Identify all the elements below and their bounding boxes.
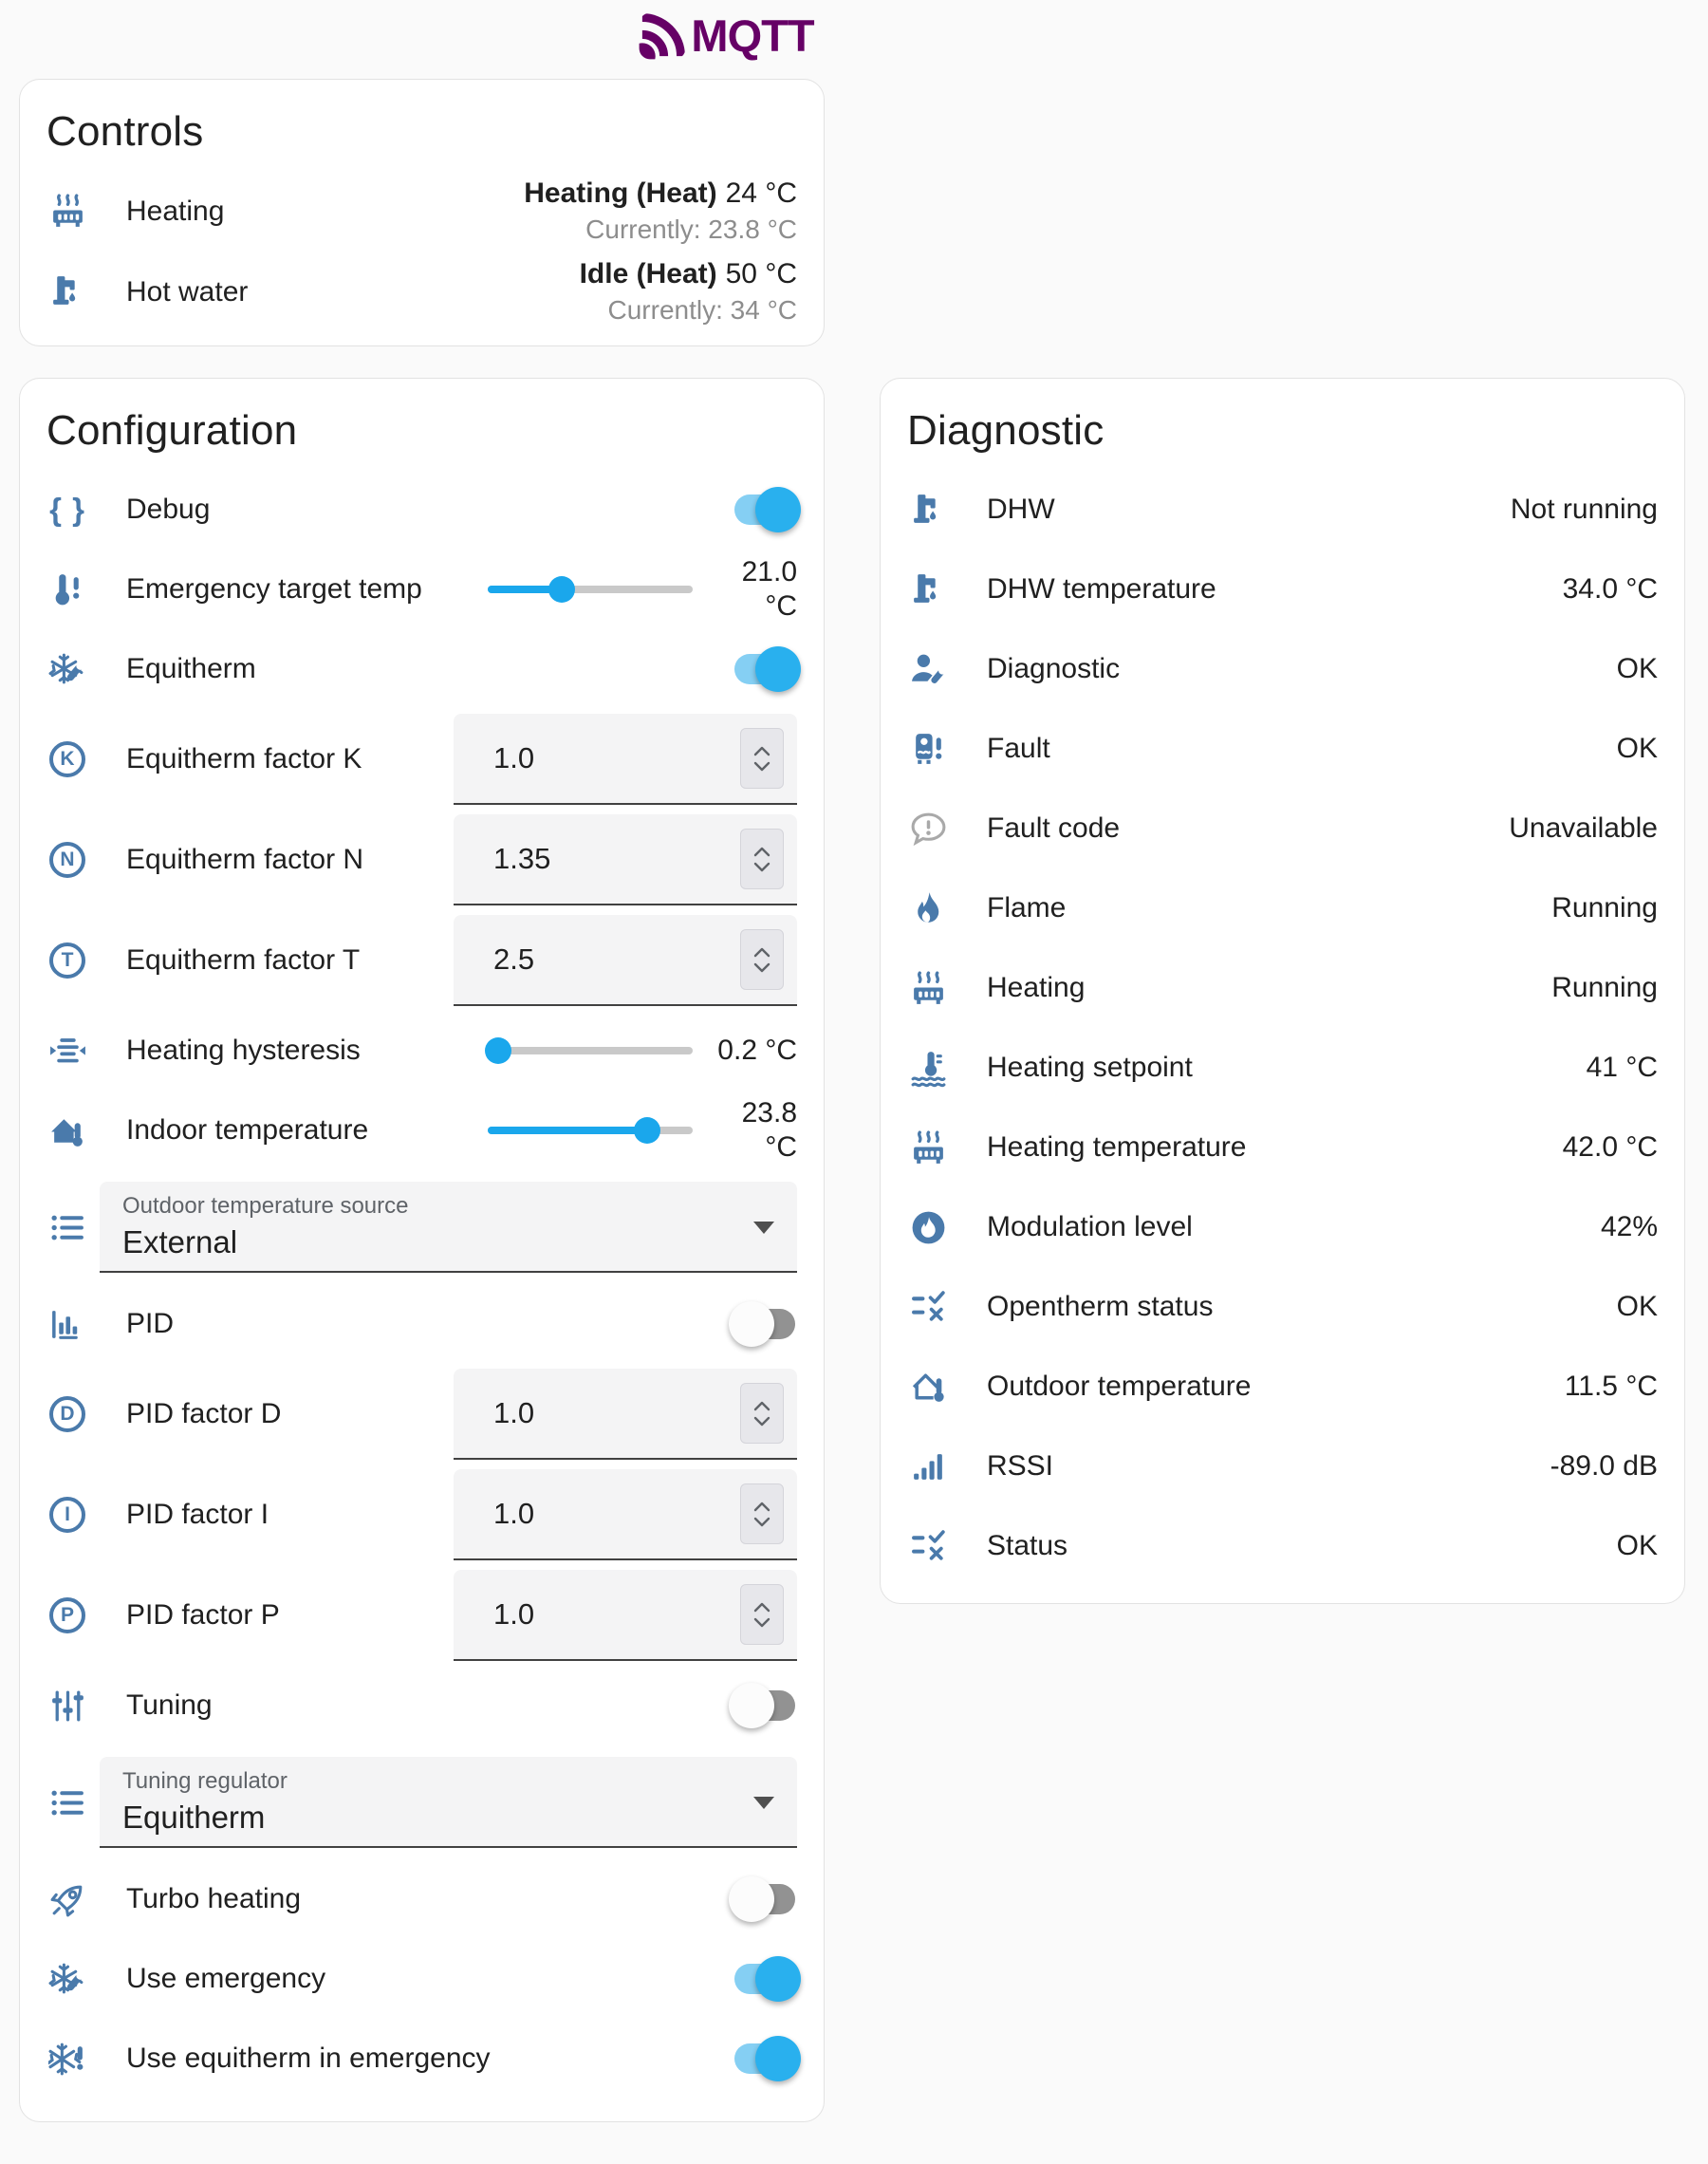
diagnostic-row-heating-temperature [881, 1108, 1684, 1187]
row-label: Equitherm [126, 653, 256, 684]
row-label: PID [126, 1308, 175, 1339]
config-row-equitherm-factor-t [20, 910, 824, 1011]
row-label: Fault code [987, 812, 1121, 844]
number-input-pid-factor-d[interactable] [454, 1369, 797, 1460]
control-row-hot-water [20, 252, 824, 332]
row-label: Use equitherm in emergency [126, 2043, 491, 2074]
radiator-icon [46, 192, 88, 231]
slider-value [696, 1034, 797, 1068]
toggle-tuning[interactable] [734, 1682, 797, 1729]
number-input-equitherm-factor-t[interactable] [454, 915, 797, 1006]
config-row-tuning-regulator [20, 1745, 824, 1859]
row-label: Equitherm factor T [126, 944, 361, 976]
diagnostic-row-fault [881, 709, 1684, 789]
number-value: 1.0 [493, 1597, 535, 1631]
faucet-drip-icon [907, 570, 949, 609]
header [19, 0, 1685, 79]
arrows-to-line-icon [46, 1032, 88, 1071]
thermometer-water-icon [907, 1049, 949, 1088]
config-row-equitherm-factor-k [20, 709, 824, 810]
state-line [580, 257, 797, 292]
controls-title: Controls [46, 108, 204, 155]
config-row-pid-factor-p [20, 1565, 824, 1666]
config-row-pid-factor-d [20, 1364, 824, 1464]
row-value: 42.0 °C [1562, 1131, 1658, 1163]
toggle-use-emergency[interactable] [734, 1955, 797, 2003]
row-value: 41 °C [1586, 1052, 1658, 1083]
row-label: Heating setpoint [987, 1052, 1193, 1083]
circle-i-icon: I [46, 1497, 88, 1533]
diagnostic-row-heating-setpoint [881, 1028, 1684, 1108]
config-row-outdoor-temperature-source [20, 1170, 824, 1284]
row-value: 42% [1600, 1211, 1658, 1242]
diagnostic-title: Diagnostic [907, 407, 1105, 454]
select-value: Equitherm [122, 1799, 266, 1835]
slider-value-line: °C [765, 590, 797, 622]
user-wrench-icon [907, 650, 949, 689]
row-value: Unavailable [1509, 812, 1658, 844]
configuration-rows [20, 470, 824, 2099]
slider-block [488, 1034, 797, 1068]
select-outdoor-temperature-source[interactable] [100, 1182, 797, 1273]
diagnostic-row-outdoor-temperature [881, 1347, 1684, 1427]
fire-circle-icon [907, 1208, 949, 1247]
list-check-icon [907, 1288, 949, 1327]
slider-value [696, 555, 797, 624]
radiator-icon [907, 969, 949, 1008]
controls-card [19, 79, 825, 346]
row-label: DHW [987, 494, 1055, 525]
config-row-equitherm [20, 629, 824, 709]
control-state-block [524, 177, 797, 247]
diagnostic-card [880, 378, 1685, 1604]
row-value: OK [1616, 653, 1658, 684]
dropdown-caret-icon [753, 1797, 774, 1809]
row-label: Fault [987, 733, 1050, 764]
config-row-indoor-temperature [20, 1091, 824, 1170]
circle-p-icon: P [46, 1597, 88, 1633]
number-input-equitherm-factor-k[interactable] [454, 714, 797, 805]
row-label: Indoor temperature [126, 1114, 369, 1146]
number-input-equitherm-factor-n[interactable] [454, 814, 797, 905]
row-label: PID factor P [126, 1599, 280, 1631]
toggle-turbo-heating[interactable] [734, 1875, 797, 1923]
config-row-equitherm-factor-n [20, 810, 824, 910]
faucet-drip-icon [46, 272, 88, 311]
snowflake-wrench-icon [46, 650, 88, 689]
row-label: RSSI [987, 1450, 1054, 1482]
snowflake-wrench-icon [46, 1960, 88, 1999]
row-value: -89.0 dB [1550, 1450, 1658, 1482]
state-mode: Idle (Heat) [579, 257, 717, 289]
state-line [524, 177, 797, 212]
row-value: 11.5 °C [1564, 1371, 1658, 1402]
row-label: Flame [987, 892, 1067, 923]
select-tuning-regulator[interactable] [100, 1757, 797, 1848]
list-icon [46, 1783, 88, 1822]
row-label: Tuning [126, 1689, 213, 1721]
diagnostic-row-dhw-temperature [881, 550, 1684, 629]
row-label: Opentherm status [987, 1291, 1214, 1322]
config-row-turbo-heating [20, 1859, 824, 1939]
dropdown-caret-icon [753, 1222, 774, 1234]
diagnostic-row-flame [881, 868, 1684, 948]
number-value: 1.0 [493, 741, 535, 774]
cards-columns [19, 378, 1685, 2122]
toggle-pid[interactable] [734, 1300, 797, 1348]
diagnostic-row-heating [881, 948, 1684, 1028]
row-label: Heating [987, 972, 1086, 1003]
diagnostic-row-fault-code [881, 789, 1684, 868]
row-label: Equitherm factor N [126, 844, 364, 875]
row-value: OK [1616, 733, 1658, 764]
number-stepper[interactable] [740, 1383, 784, 1444]
list-check-icon [907, 1527, 949, 1566]
config-row-pid-factor-i [20, 1464, 824, 1565]
number-value: 2.5 [493, 942, 535, 976]
row-label: Heating [126, 195, 225, 227]
slider-indoor-temperature[interactable] [488, 1116, 693, 1145]
diagnostic-row-diagnostic [881, 629, 1684, 709]
diagnostic-row-rssi [881, 1427, 1684, 1506]
row-label: PID factor I [126, 1499, 269, 1530]
toggle-equitherm[interactable] [734, 645, 797, 693]
state-value: 24 °C [725, 177, 797, 209]
circle-k-icon: K [46, 741, 88, 777]
slider-block [488, 1096, 797, 1165]
row-label: Debug [126, 494, 211, 525]
code-braces-icon: { } [49, 492, 85, 527]
list-icon [46, 1208, 88, 1247]
state-value: 50 °C [725, 257, 797, 289]
rocket-icon [46, 1880, 88, 1919]
diagnostic-row-opentherm-status [881, 1267, 1684, 1347]
flame-icon [907, 889, 949, 928]
controls-rows [20, 171, 824, 332]
signal-bars-icon [907, 1447, 949, 1486]
row-value: OK [1616, 1530, 1658, 1561]
diagnostic-row-dhw [881, 470, 1684, 550]
config-row-use-equitherm-in-emergency [20, 2019, 824, 2099]
number-value: 1.0 [493, 1497, 535, 1530]
configuration-title: Configuration [46, 407, 298, 454]
config-row-use-emergency [20, 1939, 824, 2019]
row-label: Heating temperature [987, 1131, 1247, 1163]
row-value: 34.0 °C [1562, 573, 1658, 605]
slider-value [696, 1096, 797, 1165]
toggle-use-equitherm-in-emergency[interactable] [734, 2035, 797, 2082]
number-stepper[interactable] [740, 929, 784, 990]
config-row-tuning [20, 1666, 824, 1745]
slider-value-line: °C [765, 1131, 797, 1163]
mqtt-logo-icon [638, 11, 687, 61]
number-stepper[interactable] [740, 728, 784, 789]
configuration-card [19, 378, 825, 2122]
chart-column-icon [46, 1305, 88, 1344]
number-value: 1.35 [493, 842, 551, 875]
select-label: Outdoor temperature source [122, 1192, 409, 1219]
diagnostic-rows [881, 470, 1684, 1586]
row-value: Running [1551, 972, 1658, 1003]
state-mode: Heating (Heat) [524, 177, 717, 209]
control-row-heating [20, 171, 824, 252]
slider-value-line: 23.8 [741, 1097, 797, 1129]
row-label: DHW temperature [987, 573, 1216, 605]
number-stepper[interactable] [740, 1483, 784, 1544]
sliders-icon [46, 1687, 88, 1726]
row-label: Hot water [126, 275, 249, 308]
row-label: Modulation level [987, 1211, 1193, 1242]
row-label: Emergency target temp [126, 573, 422, 605]
house-thermometer-icon [46, 1111, 88, 1150]
row-label: Diagnostic [987, 653, 1121, 684]
boiler-alert-icon [907, 730, 949, 769]
row-label: PID factor D [126, 1398, 282, 1429]
row-label: Equitherm factor K [126, 743, 362, 774]
circle-d-icon: D [46, 1396, 88, 1432]
number-input-pid-factor-i[interactable] [454, 1469, 797, 1560]
mqtt-logo-text: MQTT [691, 10, 814, 61]
circle-t-icon: T [46, 942, 88, 979]
row-label: Outdoor temperature [987, 1371, 1252, 1402]
number-stepper[interactable] [740, 1584, 784, 1645]
slider-value-line: 0.2 °C [717, 1035, 797, 1066]
config-row-pid [20, 1284, 824, 1364]
number-input-pid-factor-p[interactable] [454, 1570, 797, 1661]
control-state-block [580, 257, 797, 327]
row-label: Use emergency [126, 1963, 326, 1994]
page [19, 0, 1685, 2122]
radiator-icon [907, 1129, 949, 1167]
row-value: Running [1551, 892, 1658, 923]
select-value: External [122, 1223, 238, 1259]
number-value: 1.0 [493, 1396, 535, 1429]
number-stepper[interactable] [740, 829, 784, 889]
circle-n-icon: N [46, 842, 88, 878]
slider-heating-hysteresis[interactable] [488, 1036, 693, 1065]
comment-alert-icon [907, 810, 949, 849]
slider-value-line: 21.0 [741, 556, 797, 588]
faucet-drip-icon [907, 491, 949, 530]
diagnostic-row-modulation-level [881, 1187, 1684, 1267]
thermometer-alert-icon [46, 570, 88, 609]
row-value: Not running [1510, 494, 1658, 525]
config-row-emergency-target-temp [20, 550, 824, 629]
diagnostic-row-status [881, 1506, 1684, 1586]
slider-block [488, 555, 797, 624]
state-currently: Currently: 34 °C [607, 295, 797, 326]
slider-emergency-target-temp[interactable] [488, 575, 693, 604]
row-label: Heating hysteresis [126, 1035, 361, 1066]
row-label: Turbo heating [126, 1883, 302, 1914]
state-currently: Currently: 23.8 °C [585, 215, 797, 245]
config-row-debug [20, 470, 824, 550]
snowflake-alert-icon [46, 2040, 88, 2079]
row-label: Status [987, 1530, 1068, 1561]
toggle-debug[interactable] [734, 486, 797, 533]
row-value: OK [1616, 1291, 1658, 1322]
config-row-heating-hysteresis [20, 1011, 824, 1091]
mqtt-logo [638, 9, 813, 62]
house-thermometer-outline-icon [907, 1368, 949, 1407]
select-label: Tuning regulator [122, 1767, 288, 1794]
